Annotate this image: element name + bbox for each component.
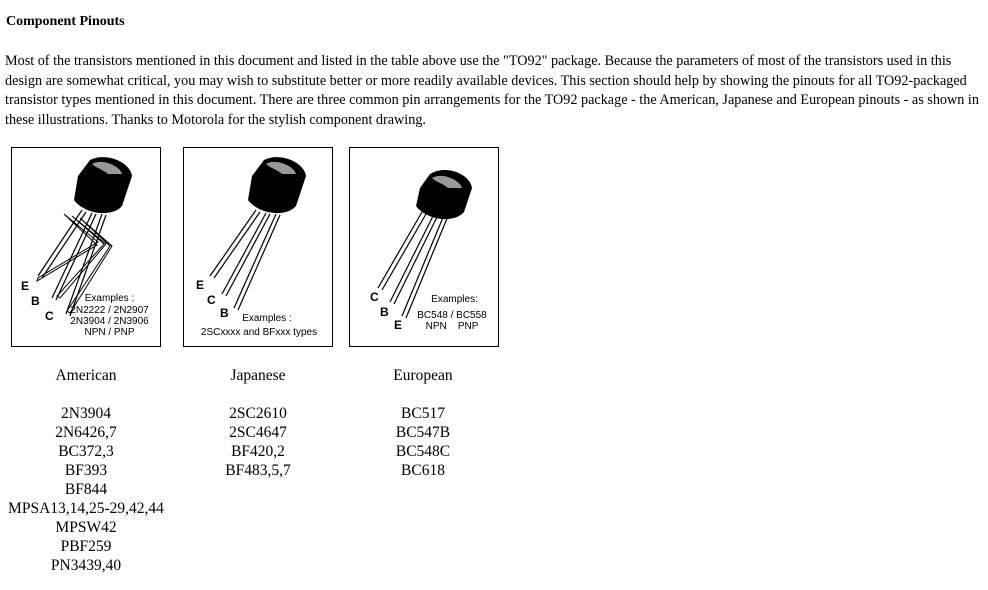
pin-label-b: B [31, 294, 40, 308]
list-item: 2SC2610 [229, 405, 287, 422]
list-item: MPSA13,14,25-29,42,44 [8, 500, 164, 517]
examples-line: 2N3904 / 2N3906 [70, 316, 149, 327]
pin-label-c: C [207, 293, 216, 307]
list-item: 2SC4647 [229, 424, 287, 441]
pin-label-c: C [370, 290, 379, 304]
examples-line: NPN PNP [425, 321, 479, 332]
japanese-pinout-figure [183, 147, 333, 347]
pin-label-e: E [196, 278, 205, 292]
intro-paragraph: Most of the transistors mentioned in this document and listed in the table above use the "TO92" package. Because the parameters of most of the transistors used in this design are somewhat critical, you may wish to substitute better or more readily available devices. This section should help by showing the pinouts for all TO92-packaged transistor types mentioned in this document. There are three common pin arrangements for the TO92 package - the American, Japanese and European pinouts - as shown in these illustrations. Thanks to Motorola for the stylish component drawing. [5, 53, 979, 128]
american-column [0, 366, 172, 575]
examples-line: NPN / PNP [84, 327, 135, 338]
list-item: 2N3904 [61, 405, 111, 422]
list-item: BC547B [395, 424, 451, 441]
examples-label: Examples: [431, 294, 478, 305]
list-item: BC548C [395, 443, 451, 460]
list-item: MPSW42 [55, 519, 117, 536]
american-pinout-figure [11, 147, 161, 347]
list-item: 2N6426,7 [55, 424, 117, 441]
examples-line: BC548 / BC558 [417, 310, 487, 321]
pin-label-c: C [45, 309, 54, 323]
list-item: BC372,3 [58, 443, 114, 460]
column-title: European [393, 367, 453, 384]
list-item: BC517 [401, 405, 445, 422]
pin-label-b: B [380, 305, 389, 319]
list-item: BC618 [401, 462, 445, 479]
european-pinout-figure [349, 147, 499, 347]
page-heading: Component Pinouts [6, 14, 125, 29]
examples-line: 2SCxxxx and BFxxx types [200, 327, 318, 338]
examples-label: Examples : [84, 293, 135, 304]
column-title: American [55, 367, 117, 384]
pin-label-b: B [220, 306, 229, 320]
list-item: BF483,5,7 [225, 462, 291, 479]
japanese-column [198, 366, 318, 480]
list-item: BF393 [64, 462, 108, 479]
list-item: PN3439,40 [50, 557, 122, 574]
column-title: Japanese [230, 367, 286, 384]
pin-label-e: E [21, 279, 30, 293]
pin-label-e: E [394, 318, 403, 332]
list-item: PBF259 [60, 538, 112, 555]
examples-line: 2N2222 / 2N2907 [70, 305, 149, 316]
list-item: BF844 [64, 481, 108, 498]
list-item: BF420,2 [231, 443, 285, 460]
european-column [363, 366, 483, 480]
examples-label: Examples : [242, 313, 292, 324]
